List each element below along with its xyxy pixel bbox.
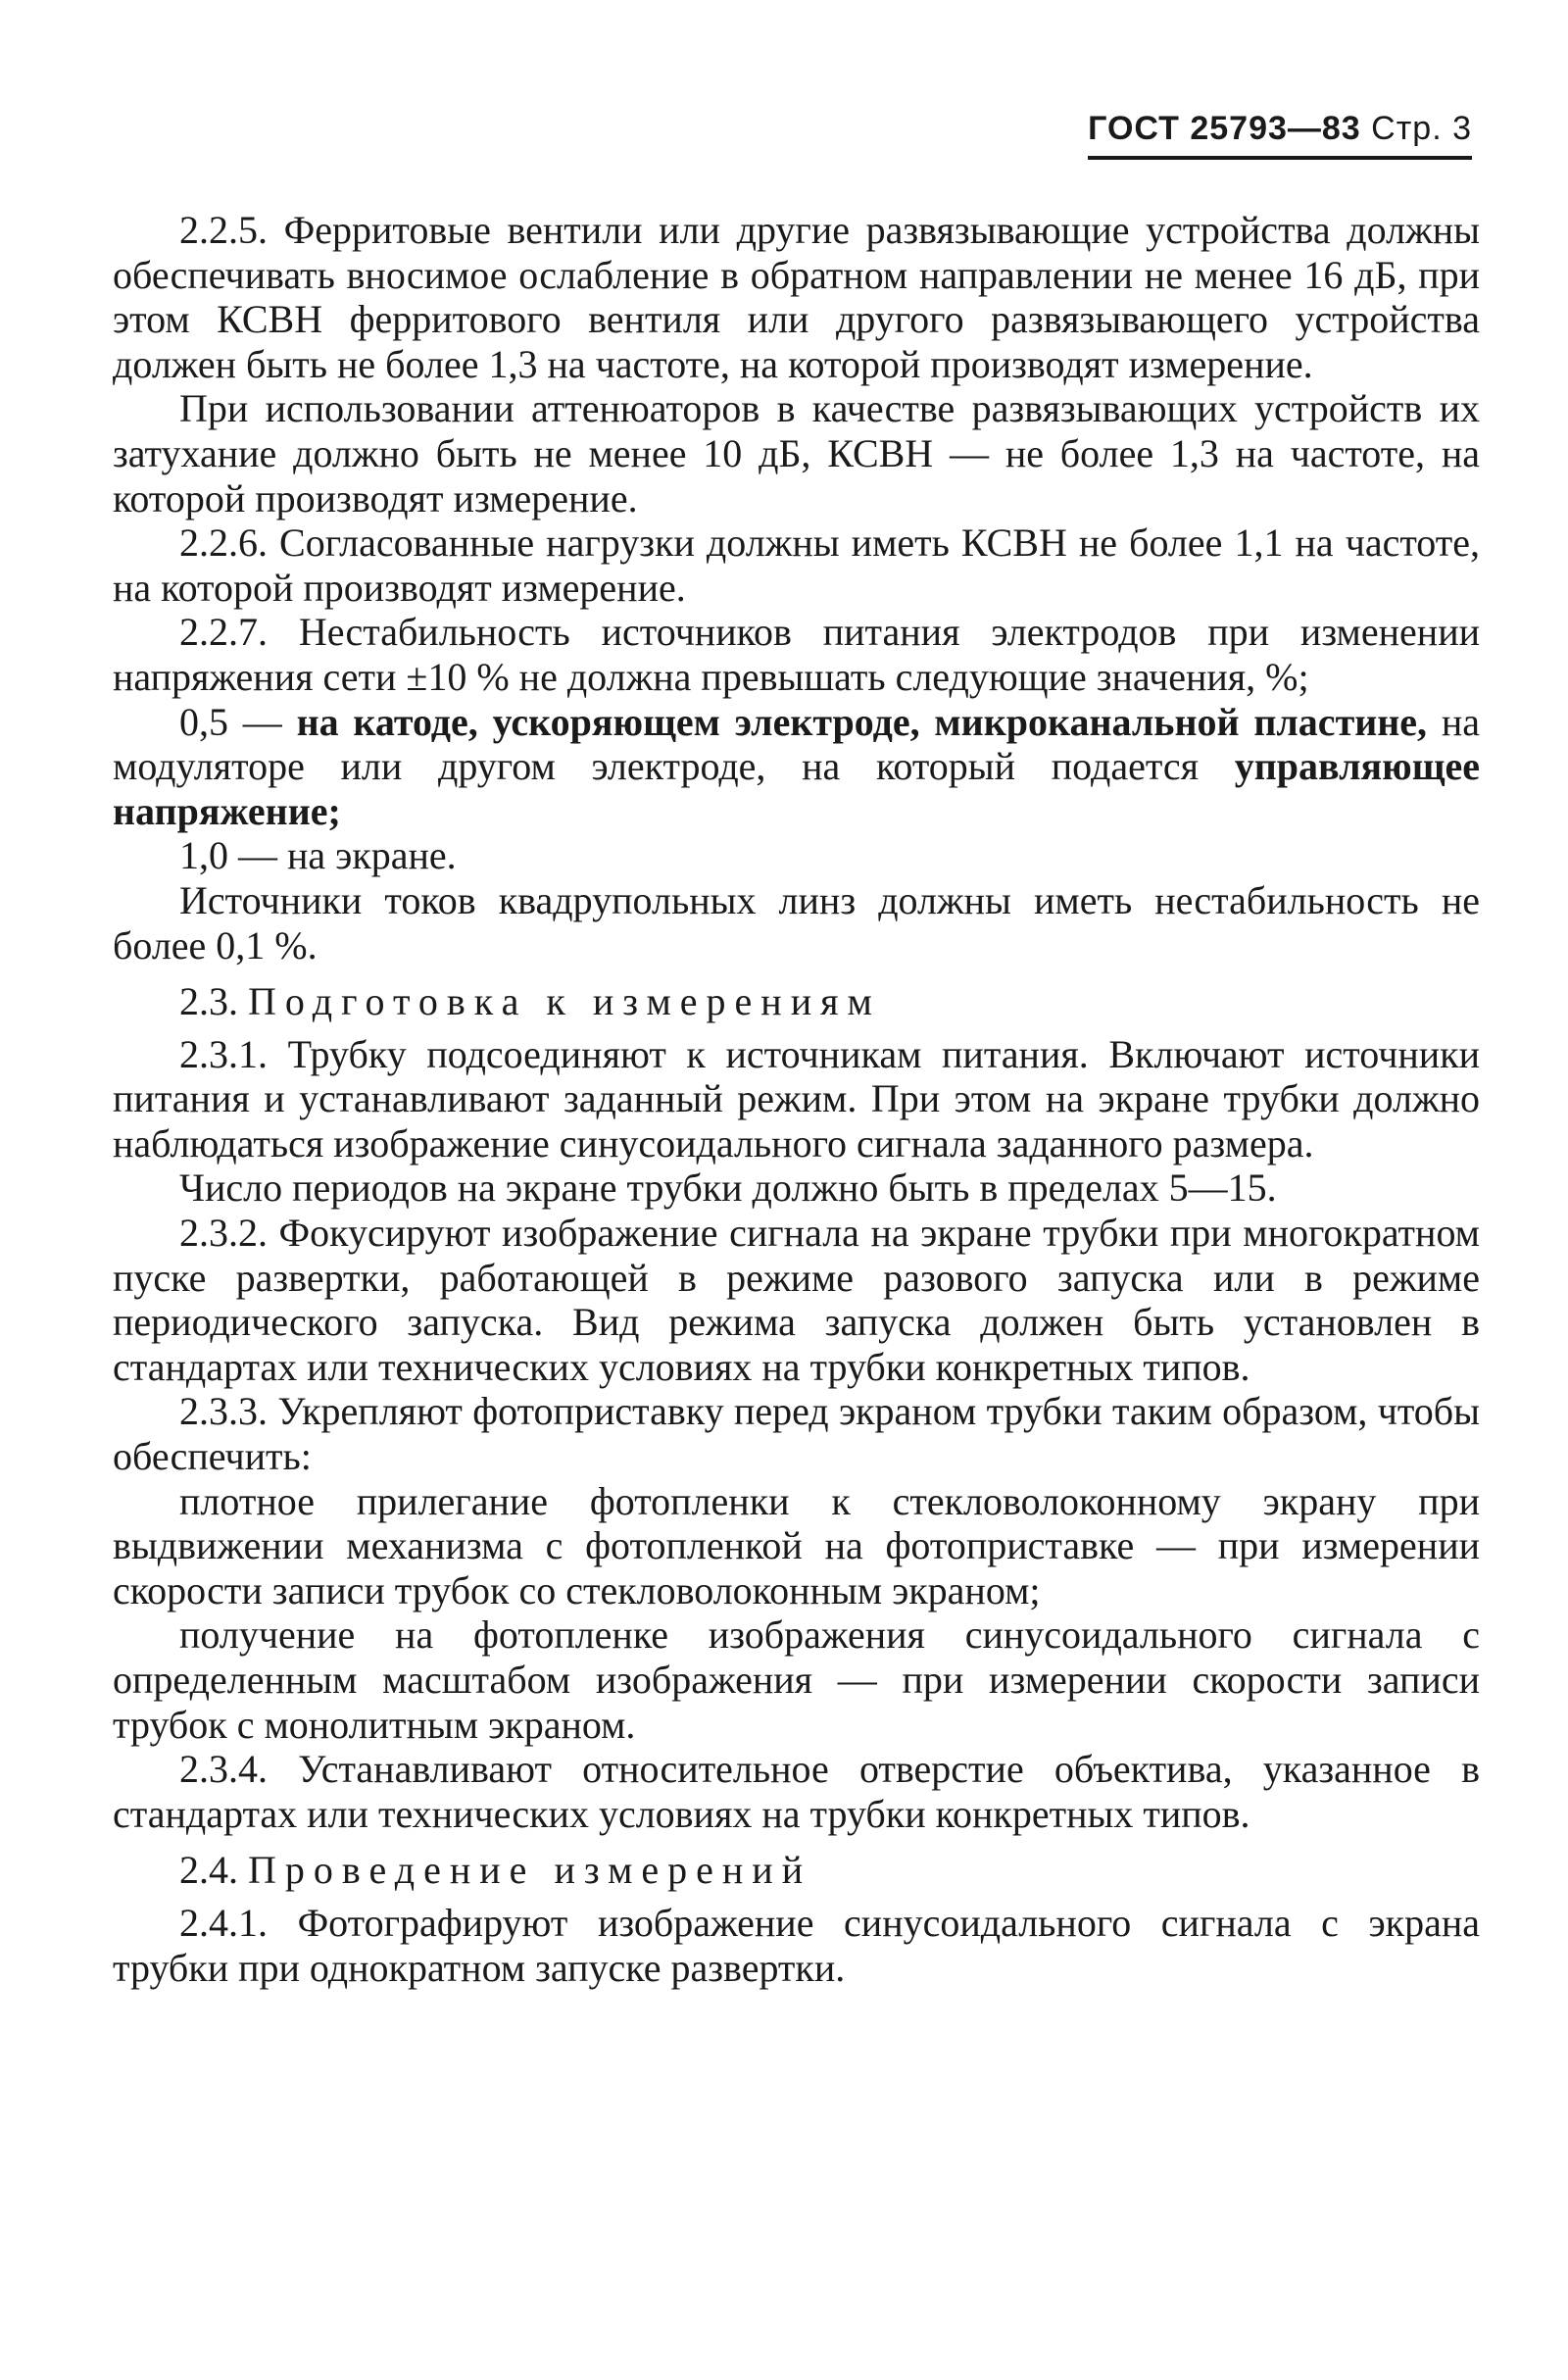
page-number: Стр. 3 xyxy=(1371,110,1472,147)
clause-2-2-6: 2.2.6. Согласованные нагрузки должны иметь КСВН не более 1,1 на частоте, на которой производят измерение. xyxy=(113,521,1480,610)
item-bold-text-end: управляющее напряжение; xyxy=(113,744,1481,833)
section-number: 2.3. xyxy=(179,979,238,1024)
clause-2-2-7: 2.2.7. Нестабильность источников питания электродов при изменении напряжения сети ±10 % не должна превышать следующие значения, %; xyxy=(113,610,1480,699)
clause-2-3-3-item-fiber: плотное прилегание фотопленки к стекловолоконному экрану при выдвижении механизма с фотопленкой на фотоприставке — при измерении скорости записи трубок со стекловолоконным экраном; xyxy=(113,1478,1480,1612)
clause-2-2-5-attenuators: При использовании аттенюаторов в качестве развязывающих устройств их затухание должно быть не менее 10 дБ, КСВН — не более 1,3 на частоте, на которой производят измерение. xyxy=(113,386,1480,521)
clause-2-4-1: 2.4.1. Фотографируют изображение синусоидального сигнала с экрана трубки при однократном запуске развертки. xyxy=(113,1900,1480,1990)
document-body xyxy=(113,208,1480,1990)
section-title: Проведение измерений xyxy=(248,1848,812,1893)
clause-2-2-7-quadrupole: Источники токов квадрупольных линз должны иметь нестабильность не более 0,1 %. xyxy=(113,877,1480,967)
page-header xyxy=(1088,110,1472,160)
section-title: Подготовка к измерениям xyxy=(248,979,881,1024)
clause-2-3-2: 2.3.2. Фокусируют изображение сигнала на экране трубки при многократном пуске развертки, работающей в режиме разового запуска или в режиме периодического запуска. Вид режима запуска должен быть установлен в стандартах или технических условиях на трубки конкретных типов. xyxy=(113,1211,1480,1389)
section-2-4-heading xyxy=(113,1848,1480,1893)
clause-2-3-4: 2.3.4. Устанавливают относительное отверстие объектива, указанное в стандартах или технических условиях на трубки конкретных типов. xyxy=(113,1747,1480,1836)
section-number: 2.4. xyxy=(179,1848,238,1893)
section-2-3-heading xyxy=(113,979,1480,1024)
clause-2-3-1: 2.3.1. Трубку подсоединяют к источникам питания. Включают источники питания и устанавливают заданный режим. При этом на экране трубки должно наблюдаться изображение синусоидального сигнала заданного размера. xyxy=(113,1031,1480,1165)
item-bold-text: на катоде, ускоряющем электроде, микроканальной пластине, xyxy=(296,699,1428,744)
clause-2-2-7-item-screen: 1,0 — на экране. xyxy=(179,833,457,878)
item-value: 0,5 — xyxy=(179,699,282,744)
clause-2-2-5: 2.2.5. Ферритовые вентили или другие развязывающие устройства должны обеспечивать вносимое ослабление в обратном направлении не менее 16 дБ, при этом КСВН ферритового вентиля или другого развязывающего устройства должен быть не более 1,3 на частоте, на которой производят измерение. xyxy=(113,208,1480,386)
clause-2-3-3: 2.3.3. Укрепляют фотоприставку перед экраном трубки таким образом, чтобы обеспечить: xyxy=(113,1389,1480,1479)
standard-number: ГОСТ 25793—83 xyxy=(1088,110,1361,147)
item-text: на модуляторе или другом электроде, на который подается xyxy=(113,699,1481,789)
clause-2-2-7-item-cathode xyxy=(113,700,1480,834)
clause-2-3-1-periods: Число периодов на экране трубки должно быть в пределах 5—15. xyxy=(179,1165,1277,1211)
clause-2-3-3-item-monolithic: получение на фотопленке изображения синусоидального сигнала с определенным масштабом изображения — при измерении скорости записи трубок с монолитным экраном. xyxy=(113,1612,1480,1747)
